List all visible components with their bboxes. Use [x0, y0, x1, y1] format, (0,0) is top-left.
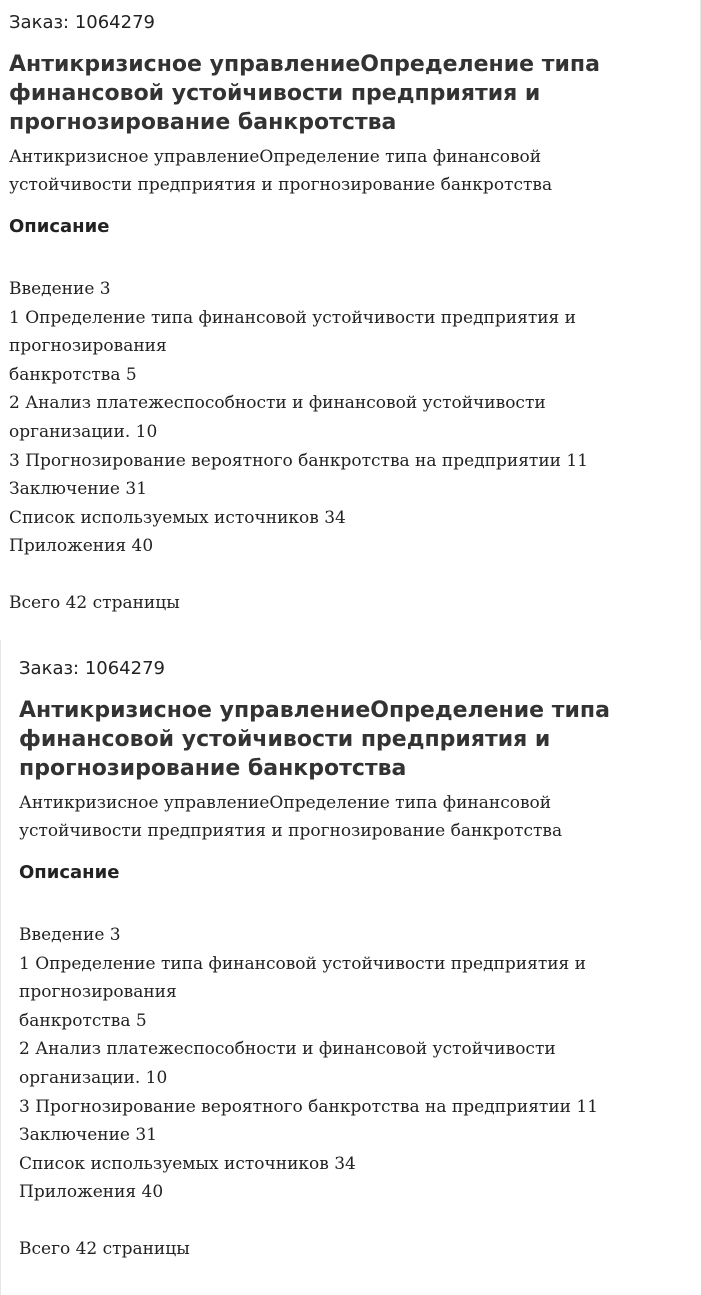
description-heading: Описание — [9, 216, 110, 237]
order-number: Заказ: 1064279 — [19, 658, 165, 679]
toc-item: 2 Анализ платежеспособности и финансовой устойчивости организации. 10 — [19, 1039, 556, 1088]
toc-item: Приложения 40 — [19, 1182, 164, 1203]
toc-item: 1 Определение типа финансовой устойчивости предприятия и прогнозирования — [9, 307, 577, 357]
toc-item: банкротства 5 — [19, 1010, 147, 1031]
toc-item: Приложения 40 — [9, 536, 154, 557]
order-card-primary — [0, 0, 701, 640]
toc-item: Заключение 31 — [19, 1125, 158, 1146]
toc-item: Введение 3 — [9, 279, 111, 299]
toc-item: 3 Прогнозирование вероятного банкротства на предприятии 11 — [9, 450, 589, 471]
table-of-contents — [9, 275, 649, 561]
page-subtitle: Антикризисное управлениеОпределение типа финансовой устойчивости предприятия и прогнозирование банкротства — [19, 793, 563, 841]
toc-item: Список используемых источников 34 — [9, 507, 346, 528]
toc-item: Введение 3 — [19, 925, 121, 945]
toc-item: 2 Анализ платежеспособности и финансовой устойчивости организации. 10 — [9, 393, 546, 442]
page-subtitle: Антикризисное управлениеОпределение типа финансовой устойчивости предприятия и прогнозирование банкротства — [9, 147, 553, 195]
order-card-duplicate — [0, 640, 701, 1295]
order-number: Заказ: 1064279 — [9, 12, 155, 33]
total-pages: Всего 42 страницы — [19, 1238, 190, 1259]
toc-item: Заключение 31 — [9, 479, 148, 500]
table-of-contents — [19, 921, 659, 1207]
page-title: Антикризисное управлениеОпределение типа финансовой устойчивости предприятия и прогнозирование банкротства — [19, 698, 610, 781]
toc-item: Список используемых источников 34 — [19, 1153, 356, 1174]
total-pages: Всего 42 страницы — [9, 592, 180, 613]
toc-item: 3 Прогнозирование вероятного банкротства на предприятии 11 — [19, 1096, 599, 1117]
page-title: Антикризисное управлениеОпределение типа финансовой устойчивости предприятия и прогнозирование банкротства — [9, 52, 600, 135]
description-heading: Описание — [19, 862, 120, 883]
toc-item: банкротства 5 — [9, 364, 137, 385]
toc-item: 1 Определение типа финансовой устойчивости предприятия и прогнозирования — [19, 953, 587, 1003]
